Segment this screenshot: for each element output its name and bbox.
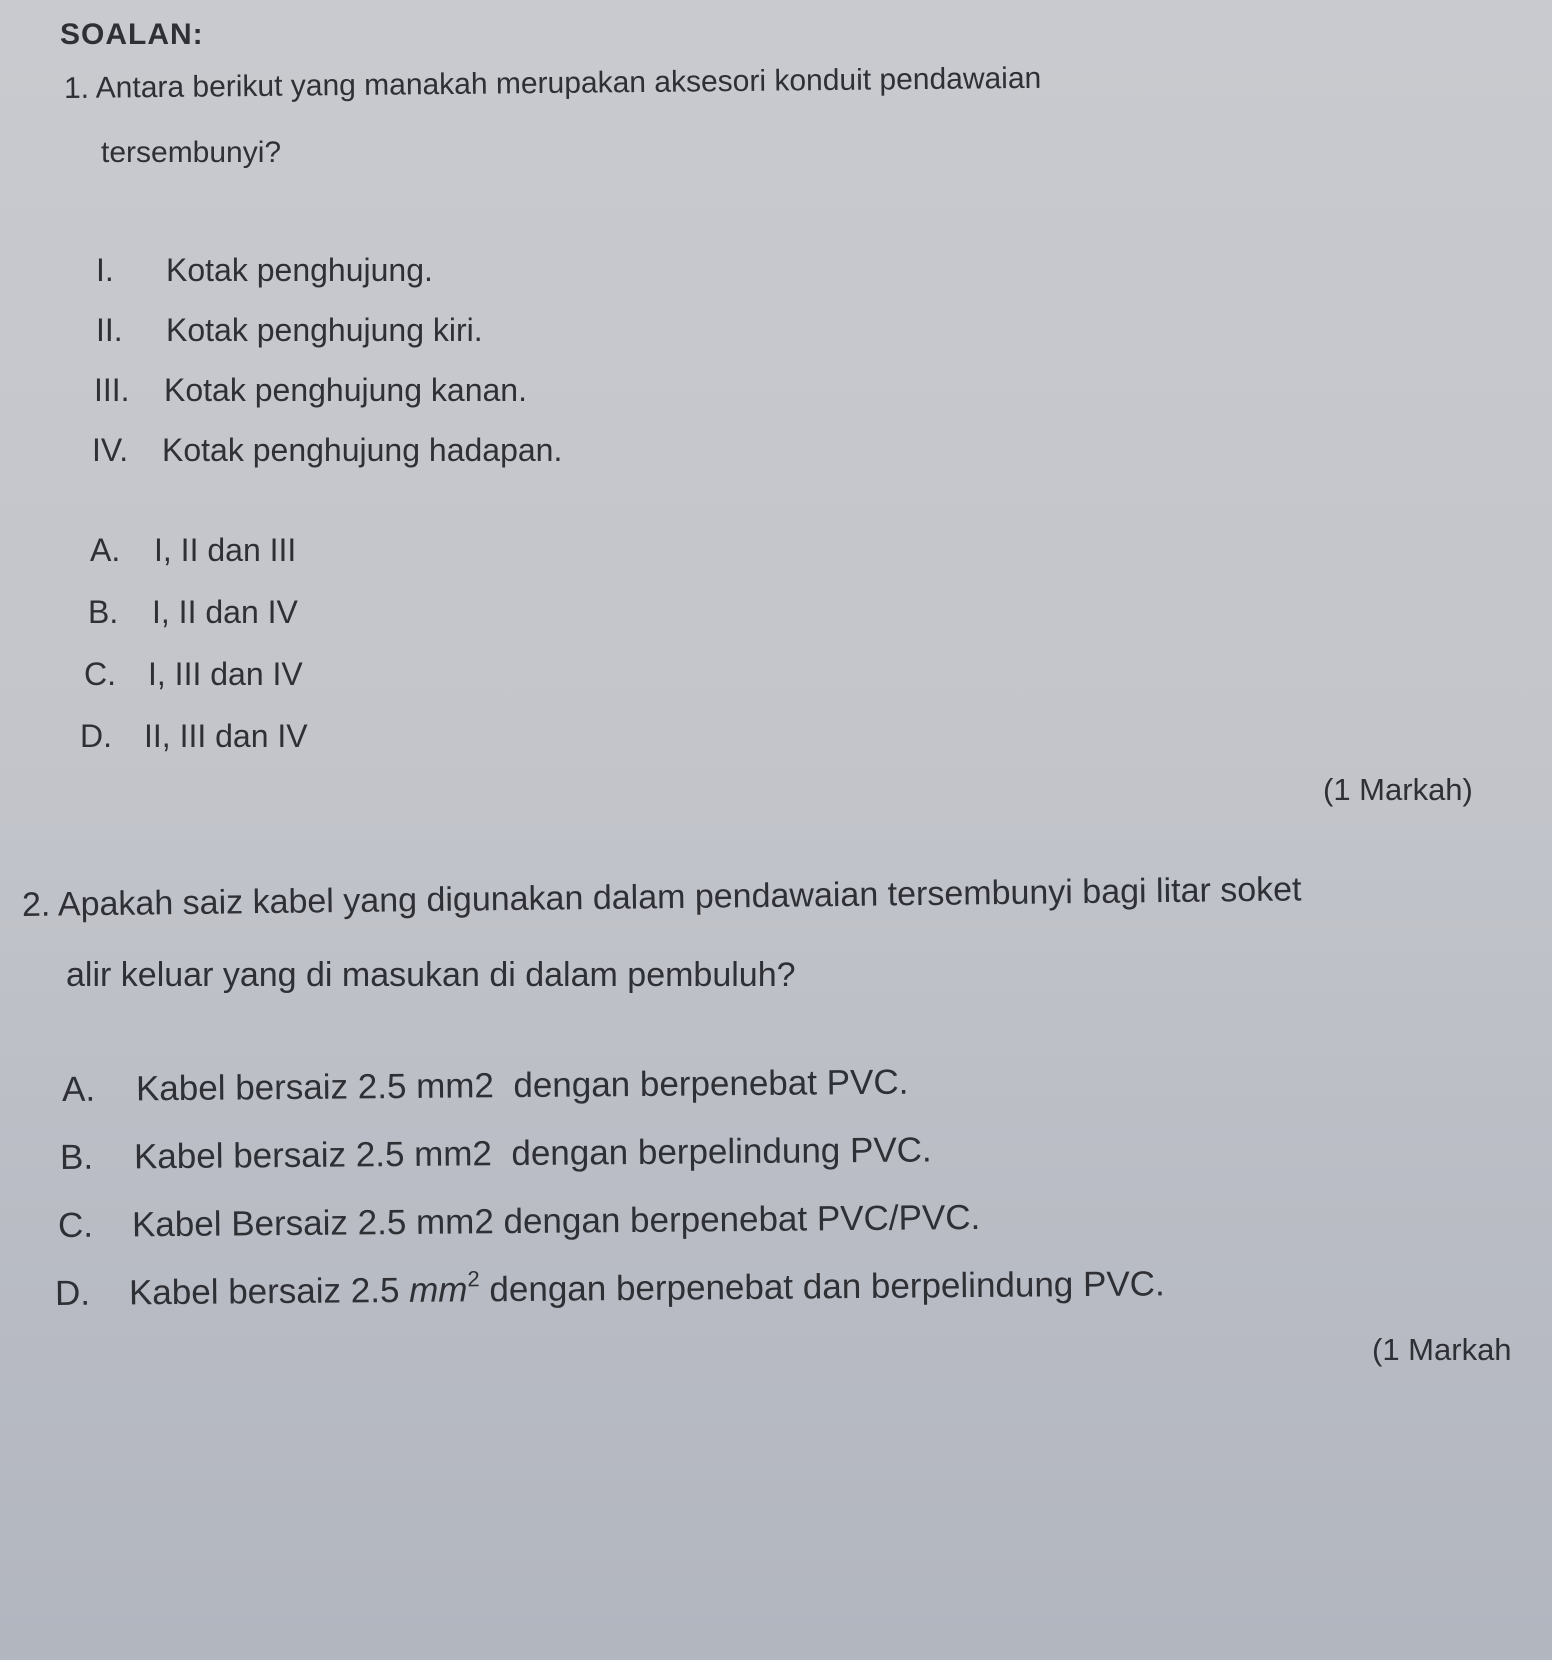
q1-option-b [88,594,298,631]
question-1-text-line-2: tersembunyi? [101,136,282,169]
statement-number: III. [94,372,130,408]
option-letter: A. [90,532,121,568]
option-text: I, II dan IV [152,594,298,630]
statement-number: I. [96,252,114,288]
q2-option-a [62,1063,909,1110]
option-letter: C. [84,656,116,692]
math-exponent: 2 [467,1266,480,1292]
math-value: 2.5 [350,1270,400,1311]
option-letter: D. [54,1273,91,1313]
statement-i [96,252,433,289]
question-1-text-line-1: 1. Antara berikut yang manakah merupakan aksesori konduit pendawaian [63,61,1042,105]
option-letter: D. [80,718,112,754]
question-2-text-line-1: 2. Apakah saiz kabel yang digunakan dalam pendawaian tersembunyi bagi litar soket [21,870,1302,924]
question-2-text-line-2: alir keluar yang di masukan di dalam pembuluh? [66,956,796,994]
option-text-prefix: Kabel bersaiz [128,1271,351,1313]
statement-text: Kotak penghujung hadapan. [162,432,563,468]
statement-text: Kotak penghujung kanan. [164,372,527,408]
q1-option-d [80,718,308,755]
option-text: Kabel bersaiz 2.5 mm2 dengan berpenebat PVC. [135,1062,909,1109]
q2-option-b [60,1130,932,1178]
option-letter: C. [57,1205,94,1245]
option-letter: B. [59,1137,94,1177]
q1-option-c [84,656,303,693]
page-heading: SOALAN: [60,18,204,51]
statement-number: II. [96,312,123,348]
math-unit: mm [408,1270,468,1310]
q2-option-d [55,1264,1165,1314]
option-text: I, III dan IV [148,656,303,692]
option-text: I, II dan III [154,532,297,568]
statement-number: IV. [92,432,129,468]
option-text: II, III dan IV [144,718,308,754]
q1-option-a [90,532,296,569]
option-letter: B. [88,594,119,630]
question-1-marks: (1 Markah) [1323,772,1473,807]
statement-text: Kotak penghujung kiri. [166,312,483,348]
option-text: Kabel bersaiz 2.5 mm2 dengan berpelindung PVC. [133,1130,932,1177]
option-text-suffix: dengan berpenebat dan berpelindung PVC. [479,1264,1165,1310]
statement-iii [94,372,527,409]
option-letter: A. [61,1069,96,1109]
statement-text: Kotak penghujung. [166,252,433,288]
statement-iv [92,432,562,469]
question-2-marks: (1 Markah [1372,1332,1512,1367]
statement-ii [96,312,483,349]
cable-size-math [350,1266,480,1311]
option-text: Kabel Bersaiz 2.5 mm2 dengan berpenebat PVC/PVC. [131,1197,981,1245]
q2-option-c [58,1198,981,1246]
